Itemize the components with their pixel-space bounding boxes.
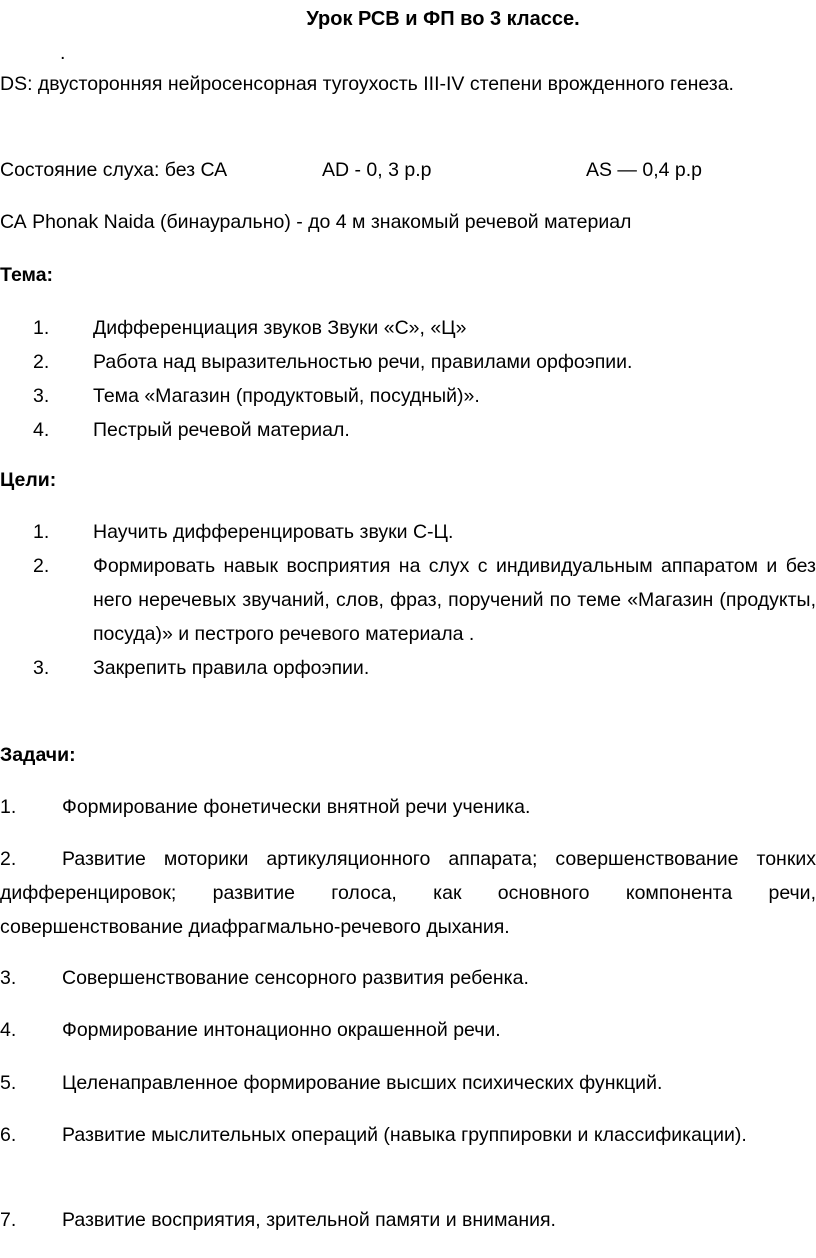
task-text: Формирование фонетически внятной речи ученика. — [62, 796, 531, 818]
goals-list — [0, 515, 816, 685]
diagnosis-paragraph: DS: двусторонняя нейросенсорная тугоухость III-IV степени врожденного генеза. — [0, 73, 734, 95]
list-item — [0, 515, 816, 549]
list-item — [0, 379, 816, 413]
list-item-text: Дифференциация звуков Звуки «С», «Ц» — [93, 317, 467, 339]
topic-heading: Тема: — [0, 264, 54, 286]
task-paragraph — [0, 790, 816, 824]
task-number: 6. — [0, 1124, 17, 1146]
list-item-text: Пестрый речевой материал. — [93, 419, 350, 441]
list-item-text: Закрепить правила орфоэпии. — [93, 657, 370, 679]
list-item-text: Формировать навык восприятия на слух с индивидуальным аппаратом и без него неречевых звучаний, слов, фраз, поручений по теме «Магазин (продукты, посуда)» и пестрого речевого материала . — [93, 555, 816, 645]
hearing-ad-value: AD - 0, 3 р.р — [322, 159, 432, 181]
task-number: 5. — [0, 1072, 17, 1094]
list-item-text: Работа над выразительностью речи, правилами орфоэпии. — [93, 351, 633, 373]
task-number: 4. — [0, 1019, 17, 1041]
tasks-heading: Задачи: — [0, 744, 76, 766]
task-text: Формирование интонационно окрашенной речи. — [62, 1019, 501, 1041]
list-item — [0, 549, 816, 651]
hearing-aid-line: СА Phonak Naida (бинаурально) - до 4 м знакомый речевой материал — [0, 211, 632, 233]
task-number: 2. — [0, 848, 17, 870]
hearing-status-row — [0, 153, 816, 187]
list-item-text: Тема «Магазин (продуктовый, посудный)». — [93, 385, 480, 407]
task-paragraph — [0, 1066, 816, 1100]
list-item-number: 2. — [33, 555, 50, 577]
hearing-as-value: AS — 0,4 р.р — [586, 159, 702, 181]
task-text: Совершенствование сенсорного развития ребенка. — [62, 967, 529, 989]
list-item — [0, 311, 816, 345]
list-item-number: 2. — [33, 351, 50, 373]
task-paragraph — [0, 1203, 816, 1237]
task-number: 1. — [0, 796, 17, 818]
lesson-title: Урок РСВ и ФП во 3 классе. — [306, 8, 580, 30]
stray-dot: . — [60, 42, 66, 64]
list-item — [0, 651, 816, 685]
list-item — [0, 413, 816, 447]
task-text: Развитие мыслительных операций (навыка группировки и классификации). — [62, 1124, 747, 1146]
hearing-label: Состояние слуха: без СА — [0, 159, 228, 181]
list-item-number: 1. — [33, 317, 50, 339]
task-text: Целенаправленное формирование высших психических функций. — [62, 1072, 663, 1094]
task-paragraph — [0, 842, 816, 944]
list-item-number: 3. — [33, 385, 50, 407]
goals-heading: Цели: — [0, 469, 57, 491]
task-text: Развитие моторики артикуляционного аппарата; совершенствование тонких дифференцировок; развитие голоса, как основного компонента речи, совершенствование диафрагмально-речевого дыхания. — [0, 848, 816, 938]
task-paragraph — [0, 1118, 816, 1152]
list-item-number: 4. — [33, 419, 50, 441]
list-item-text: Научить дифференцировать звуки С-Ц. — [93, 521, 454, 543]
task-paragraph — [0, 961, 816, 995]
task-number: 7. — [0, 1209, 17, 1231]
list-item-number: 3. — [33, 657, 50, 679]
task-number: 3. — [0, 967, 17, 989]
list-item — [0, 345, 816, 379]
task-paragraph — [0, 1013, 816, 1047]
topic-list — [0, 311, 816, 447]
task-text: Развитие восприятия, зрительной памяти и внимания. — [62, 1209, 556, 1231]
list-item-number: 1. — [33, 521, 50, 543]
